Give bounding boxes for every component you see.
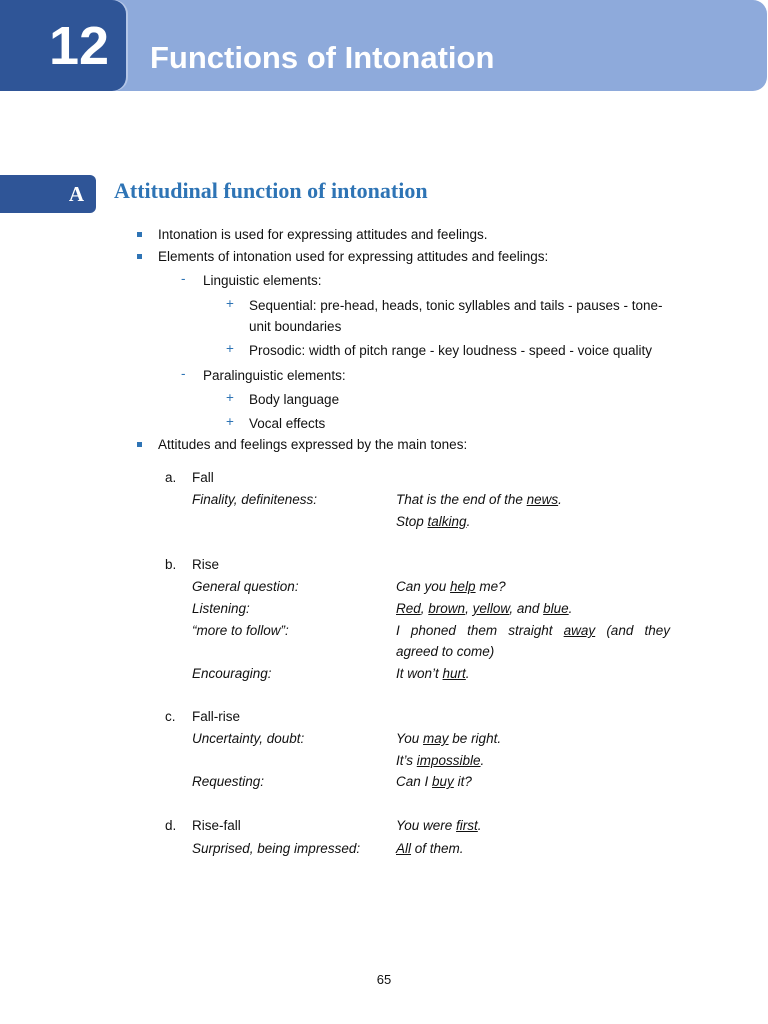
- tone-example: Can I buy it?: [396, 774, 472, 789]
- bullet-text: Attitudes and feelings expressed by the main tones:: [158, 437, 468, 452]
- tone-function: Surprised, being impressed:: [192, 841, 361, 856]
- plus-icon: +: [226, 390, 234, 405]
- tone-name: Fall-rise: [192, 709, 241, 724]
- tone-example: Red, brown, yellow, and blue.: [396, 601, 573, 616]
- tone-example: It won’t hurt.: [396, 666, 470, 681]
- tone-name: Rise: [192, 557, 220, 572]
- bullet-square-icon: [137, 254, 142, 259]
- section-letter: A: [0, 175, 96, 213]
- tone-function: Listening:: [192, 601, 250, 616]
- tone-example: Stop talking.: [396, 514, 471, 529]
- bullet-square-icon: [137, 442, 142, 447]
- sub-sub-bullet-text: Sequential: pre-head, heads, tonic syllables and tails - pauses - tone-: [249, 298, 663, 313]
- tone-example: I phoned them straight away (and they: [396, 623, 670, 638]
- plus-icon: +: [226, 296, 234, 311]
- sub-sub-bullet-text: Prosodic: width of pitch range - key loudness - speed - voice quality: [249, 343, 652, 358]
- tone-name: Rise-fall: [192, 818, 241, 833]
- tone-example: You were first.: [396, 818, 482, 833]
- tone-example: You may be right.: [396, 731, 502, 746]
- tone-example: That is the end of the news.: [396, 492, 562, 507]
- tone-example: It’s impossible.: [396, 753, 485, 768]
- tone-example: agreed to come): [396, 644, 495, 659]
- bullet-text: Intonation is used for expressing attitudes and feelings.: [158, 227, 488, 242]
- dash-icon: -: [181, 366, 186, 381]
- tone-example: Can you help me?: [396, 579, 506, 594]
- tone-function: “more to follow”:: [192, 623, 289, 638]
- plus-icon: +: [226, 414, 234, 429]
- page-number: 65: [376, 972, 392, 987]
- plus-icon: +: [226, 341, 234, 356]
- tone-letter: b.: [165, 557, 177, 572]
- bullet-text: Elements of intonation used for expressing attitudes and feelings:: [158, 249, 549, 264]
- sub-sub-bullet-text: unit boundaries: [249, 319, 342, 334]
- tone-function: General question:: [192, 579, 299, 594]
- tone-function: Finality, definiteness:: [192, 492, 318, 507]
- chapter-number: 12: [48, 15, 110, 76]
- tone-function: Requesting:: [192, 774, 265, 789]
- tone-function: Uncertainty, doubt:: [192, 731, 305, 746]
- sub-sub-bullet-text: Vocal effects: [249, 416, 326, 431]
- sub-sub-bullet-text: Body language: [249, 392, 340, 407]
- chapter-title: Functions of Intonation: [150, 40, 495, 75]
- tone-letter: a.: [165, 470, 177, 485]
- sub-bullet-text: Paralinguistic elements:: [203, 368, 346, 383]
- section-title: Attitudinal function of intonation: [114, 178, 428, 203]
- tone-letter: c.: [165, 709, 176, 724]
- tone-name: Fall: [192, 470, 214, 485]
- bullet-square-icon: [137, 232, 142, 237]
- tone-example: All of them.: [396, 841, 464, 856]
- dash-icon: -: [181, 271, 186, 286]
- sub-bullet-text: Linguistic elements:: [203, 273, 322, 288]
- tone-letter: d.: [165, 818, 177, 833]
- tone-function: Encouraging:: [192, 666, 272, 681]
